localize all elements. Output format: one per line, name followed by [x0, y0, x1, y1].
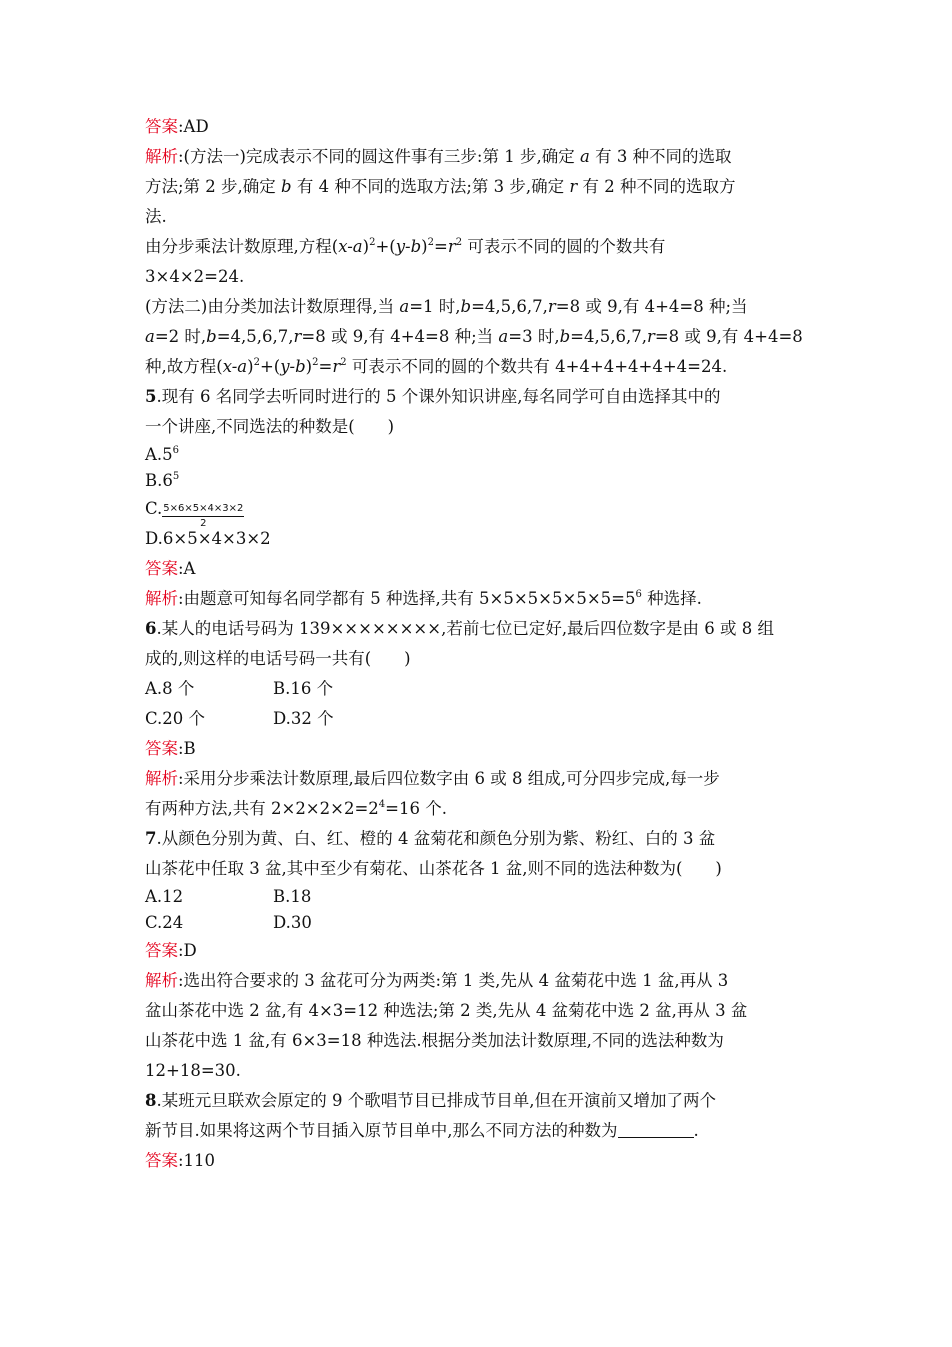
option-b: $B.6^5$ [145, 471, 180, 490]
analysis-line: 由分步乘法计数原理,方程$(x-a)^2+(y-b)^2=r^2$ 可表示不同的圆的个数共有 [145, 237, 666, 256]
answer-blank [618, 1121, 694, 1138]
analysis-line: 12+18=30. [145, 1061, 241, 1080]
analysis-line: 有两种方法,共有 $2\times 2\times 2\times 2=2^4=16$ 个. [145, 799, 447, 818]
answer-line: 答案:AD [145, 117, 209, 136]
options-row [145, 910, 810, 936]
analysis-line: 解析:由题意可知每名同学都有 5 种选择,共有 $5\times 5\times 5\times 5\times 5\times 5=5^6$ 种选择. [145, 589, 702, 608]
question-stem: 8.某班元旦联欢会原定的 9 个歌唱节目已排成节目单,但在开演前又增加了两个 [145, 1091, 716, 1110]
question-stem: 成的,则这样的电话号码一共有( ) [145, 649, 411, 668]
question-number: 6 [145, 619, 157, 638]
question-stem: 山茶花中任取 3 盆,其中至少有菊花、山茶花各 1 盆,则不同的选法种数为( ) [145, 859, 722, 878]
analysis-line: 方法;第 2 步,确定 b 有 4 种不同的选取方法;第 3 步,确定 r 有 2 种不同的选取方 [145, 177, 736, 196]
answer-line: 答案:A [145, 559, 196, 578]
options-row [145, 674, 810, 704]
analysis-line: 3×4×2=24. [145, 267, 245, 286]
option-c: C.20 个 [145, 709, 206, 728]
analysis-label: 解析 [145, 147, 178, 166]
answer-label: 答案 [145, 559, 178, 578]
options-row [145, 704, 810, 734]
analysis-line: 解析:(方法一)完成表示不同的圆这件事有三步:第 1 步,确定 a 有 3 种不同的选取 [145, 147, 732, 166]
question-stem: 6.某人的电话号码为 139××××××××,若前七位已定好,最后四位数字是由 6 或 8 组 [145, 619, 775, 638]
analysis-line: 山茶花中选 1 盆,有 6×3=18 种选法.根据分类加法计数原理,不同的选法种数为 [145, 1031, 724, 1050]
question-number: 5 [145, 387, 157, 406]
analysis-line: 解析:选出符合要求的 3 盆花可分为两类:第 1 类,先从 4 盆菊花中选 1 盆,再从 3 [145, 971, 729, 990]
question-number: 7 [145, 829, 157, 848]
option-b: B.18 [273, 887, 312, 906]
option-d: D.6×5×4×3×2 [145, 529, 271, 548]
analysis-line: 解析:采用分步乘法计数原理,最后四位数字由 6 或 8 组成,可分四步完成,每一步 [145, 769, 720, 788]
option-c: C. $\frac{5\times 6\times 5\times 4\times 3\times 2}{2}$ [145, 499, 244, 529]
answer-label: 答案 [145, 117, 178, 136]
analysis-line: 种,故方程$(x-a)^2+(y-b)^2=r^2$ 可表示不同的圆的个数共有 4+4+4+4+4+4=24. [145, 357, 728, 376]
option-b: B.16 个 [273, 679, 334, 698]
answer-label: 答案 [145, 739, 178, 758]
analysis-line: 法. [145, 207, 167, 226]
analysis-line: 盆山茶花中选 2 盆,有 4×3=12 种选法;第 2 类,先从 4 盆菊花中选 2 盆,再从 3 盆 [145, 1001, 748, 1020]
answer-label: 答案 [145, 1151, 178, 1170]
option-a: $A.5^6$ [145, 445, 180, 464]
options-row [145, 884, 810, 910]
document-page [145, 112, 810, 1176]
analysis-line: (方法二)由分类加法计数原理得,当 a=1 时,b=4,5,6,7,r=8 或 9,有 4+4=8 种;当 [145, 297, 748, 316]
option-d: D.32 个 [273, 709, 334, 728]
option-a: A.8 个 [145, 679, 195, 698]
option-a: A.12 [145, 887, 184, 906]
option-c: C.24 [145, 913, 184, 932]
analysis-line: a=2 时,b=4,5,6,7,r=8 或 9,有 4+4=8 种;当 a=3 时,b=4,5,6,7,r=8 或 9,有 4+4=8 [145, 327, 803, 346]
question-stem: 一个讲座,不同选法的种数是( ) [145, 417, 395, 436]
option-d: D.30 [273, 913, 312, 932]
question-stem: 5.现有 6 名同学去听同时进行的 5 个课外知识讲座,每名同学可自由选择其中的 [145, 387, 721, 406]
analysis-label: 解析 [145, 589, 178, 608]
analysis-label: 解析 [145, 769, 178, 788]
answer-line: 答案:110 [145, 1151, 216, 1170]
fraction: $\frac{5\times 6\times 5\times 4\times 3\times 2}{2}$ [163, 503, 244, 529]
question-number: 8 [145, 1091, 157, 1110]
question-stem: 新节目.如果将这两个节目插入原节目单中,那么不同方法的种数为 . [145, 1121, 699, 1140]
question-stem: 7.从颜色分别为黄、白、红、橙的 4 盆菊花和颜色分别为紫、粉红、白的 3 盆 [145, 829, 716, 848]
analysis-label: 解析 [145, 971, 178, 990]
answer-line: 答案:B [145, 739, 196, 758]
answer-line: 答案:D [145, 941, 197, 960]
answer-label: 答案 [145, 941, 178, 960]
